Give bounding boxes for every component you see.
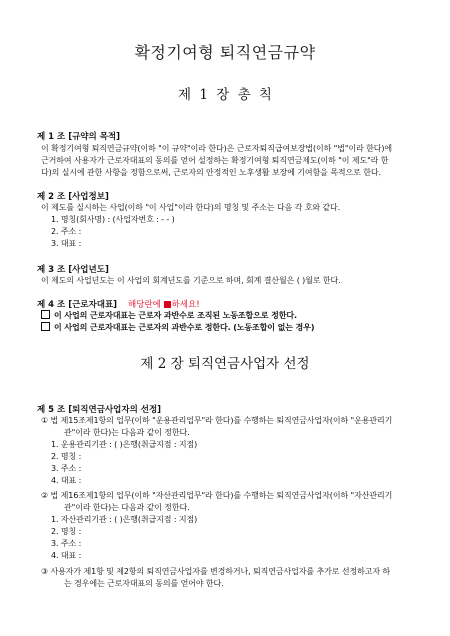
article-2-item-address: 2. 주소 : [51,227,82,236]
article-2-item-ceo: 3. 대표 : [51,239,82,248]
article-5-p1-line: 관"이라 한다)는 다음과 같이 정한다. [64,428,190,437]
article-3-line: 이 제도의 사업년도는 이 사업의 회계년도를 기준으로 하며, 회계 결산월은 ( )월로 한다. [41,276,341,285]
article-1-line: 근거하여 사용자가 근로자대표의 동의를 얻어 설정하는 확정기여형 퇴직연금제도(이하 "이 제도"라 한 [41,156,389,165]
article-5-p1-item: 3. 주소 : [51,464,82,473]
chapter-1-heading: 제 1 장 총 칙 [178,87,272,103]
article-4-heading-text: 제 4 조 [근로자대표] [37,300,118,310]
article-5-p1-line: ① 법 제15조제1항의 업무(이하 "운용관리업무"라 한다)를 수행하는 퇴직연금사업자(이하 "운용관리기 [41,416,393,425]
article-5-p2-item: 4. 대표 : [51,551,82,560]
article-2-item-name: 1. 명칭(회사명) : (사업자번호 : - - ) [51,215,175,224]
article-4-option-majority[interactable]: 이 사업의 근로자대표는 근로자의 과반수로 정한다. (노동조합이 없는 경우) [41,322,314,333]
article-5-p2-item: 2. 명칭 : [51,527,82,536]
document-title: 확정기여형 퇴직연금규약 [134,43,316,62]
article-1-line: 이 확정기여형 퇴직연금규약(이하 "이 규약"이라 한다)은 근로자퇴직급여보장법(이하 "법"이라 한다)에 [41,144,393,153]
article-5-p3-line: 는 경우에는 근로자대표의 동의를 얻어야 한다. [64,579,224,588]
article-2-heading: 제 2 조 [사업정보] [37,192,109,202]
article-2-intro: 이 제도를 실시하는 사업(이하 "이 사업"이라 한다)의 명칭 및 주소는 다음 각 호와 같다. [41,203,341,212]
article-1-heading: 제 1 조 [규약의 목적] [37,132,120,142]
article-5-p2-item: 1. 자산관리기관 : ( )은행(취급지점 : 지점) [51,515,198,524]
article-5-p1-item: 2. 명칭 : [51,452,82,461]
checkbox-union[interactable] [41,310,50,319]
chapter-2-heading: 제 2 장 퇴직연금사업자 선정 [140,356,310,372]
article-5-p1-item: 1. 운용관리기관 : ( )은행(취급지점 : 지점) [51,440,198,449]
checkbox-majority[interactable] [41,322,50,331]
article-5-heading: 제 5 조 [퇴직연금사업자의 선정] [37,405,162,415]
article-5-p2-line: 관"이라 한다)는 다음과 같이 정한다. [64,503,190,512]
article-5-p2-item: 3. 주소 : [51,539,82,548]
article-3-heading: 제 3 조 [사업년도] [37,265,109,275]
article-5-p3-line: ③ 사용자가 제1항 및 제2항의 퇴직연금사업자를 변경하거나, 퇴직연금사업자를 추가로 선정하고자 하 [41,567,391,576]
article-5-p1-item: 4. 대표 : [51,476,82,485]
article-4-heading [37,298,200,310]
filled-square-icon [164,301,171,308]
article-5-p2-line: ② 법 제16조제1항의 업무(이하 "자산관리업무"라 한다)를 수행하는 퇴직연금사업자(이하 "자산관리기 [41,491,393,500]
instruction-note: 해당란에 하세요! [128,300,200,310]
article-1-line: 다)의 실시에 관한 사항을 정함으로써, 근로자의 안정적인 노후생활 보장에 기여함을 목적으로 한다. [41,168,381,177]
article-4-option-union[interactable]: 이 사업의 근로자대표는 근로자 과반수로 조직된 노동조합으로 정한다. [41,310,297,321]
